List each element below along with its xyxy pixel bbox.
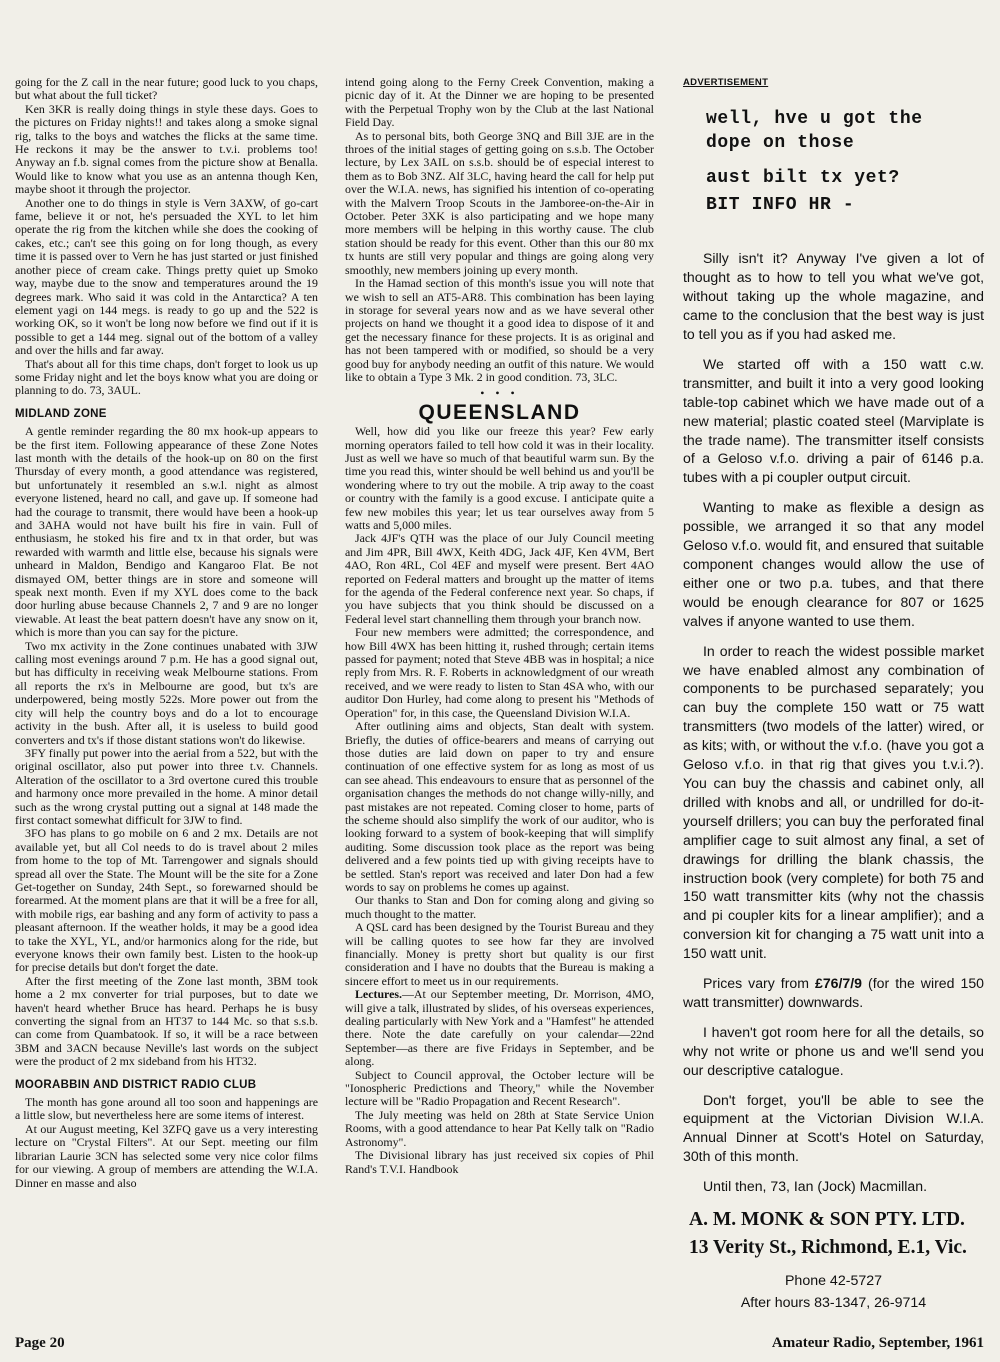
paragraph: A QSL card has been designed by the Tourist Bureau and they will be calling quotes to see how far they are involved financially. Money is pretty short but quality is our first consideration and I have no doubts that the Bureau is making a sincere effort to meet us in our requirements. — [345, 920, 654, 988]
lectures-lead: Lectures. — [355, 987, 402, 1002]
ad-paragraph-prices — [683, 974, 984, 1012]
paragraph: Ken 3KR is really doing things in style these days. Goes to the pictures on Friday nights!! and takes along a smoke signal rig, talks to the boys and watches the flicks at the same time. He reckons it may be the answer to t.v.i. problems too! Anyway an f.b. signal comes from the picture show at Benalla. Would like to know what you use as an antenna though Ken, maybe shoot it through the projector. — [15, 101, 318, 197]
paragraph: Well, how did you like our freeze this year? Few early morning operators failed to tell how cold it was in their locality. Just as well we have so much of that beautiful warm sun. By the time you read this, winter should be well behind us and you'll be wondering where to try out the mobile. A trip away to the coast or country with the family is a good excuse. I anticipate quite a few new mobiles this year; let us tear ourselves away from 5 watts and 5,000 miles. — [345, 424, 654, 532]
price-text-end: (for the wired 150 watt transmitter) downwards. — [683, 975, 984, 1010]
section-heading-moorabbin: MOORABBIN AND DISTRICT RADIO CLUB — [15, 1078, 257, 1091]
ad-paragraph: Silly isn't it? Anyway I've given a lot of thought as to how to tell you what we've got, without taking up the whole magazine, and came to the conclusion that the best way is just to tell you as if you had asked me. — [683, 250, 984, 343]
company-address: 13 Verity St., Richmond, E.1, Vic. — [689, 1237, 967, 1259]
paragraph: In the Hamad section of this month's issue you will note that we wish to sell an AT5-AR8. This combination has been laying in storage for several years now and as we have several other projects on hand we thought it a good idea to dispose of it and get the necessary finance for these projects. It is as original and has not been tampered with or modified, so should be a very good buy for anybody needing an outfit of this nature. We would like to obtain a Type 3 Mk. 2 in good condition. 73, 3LC. — [345, 276, 654, 384]
page-number: Page 20 — [15, 1335, 65, 1351]
paragraph: At our August meeting, Kel 3ZFQ gave us a very interesting lecture on "Crystal Filters". At our Sept. meeting our film librarian Laurie 3CN has selected some very nice color films for our viewing. A group of members are attending the W.I.A. Dinner en masse and also — [15, 1121, 318, 1190]
paragraph: Our thanks to Stan and Don for coming along and giving so much thought to the matter. — [345, 893, 654, 921]
section-heading-midland-zone: MIDLAND ZONE — [15, 407, 107, 420]
ad-paragraph: I haven't got room here for all the details, so why not write or phone us and we'll send you our descriptive catalogue. — [683, 1023, 984, 1078]
paragraph: intend going along to the Ferny Creek Convention, making a picnic day of it. At the Dinner we are hoping to be presented with the Perpetual Trophy won by the Club at the last National Field Day. — [345, 75, 654, 130]
column-middle — [345, 76, 654, 1176]
ad-paragraph: Wanting to make as flexible a design as possible, we arranged it so that any model Geloso v.f.o. would fit, and ensured that suitable component changes would allow the use of either one or two p.a. tubes, and that there would be enough clearance for 807 or 1625 valves if anyone wanted to use them. — [683, 499, 984, 629]
paragraph: The Divisional library has just received six copies of Phil Rand's T.V.I. Handbook — [345, 1148, 654, 1176]
company-after-hours: After hours 83-1347, 26-9714 — [740, 1295, 927, 1312]
ad-headline-line-2: dope on those — [706, 133, 855, 154]
column-left — [15, 76, 318, 1190]
paragraph: The July meeting was held on 28th at State Service Union Rooms, with a good attendance to hear Pat Kelly talk on "Radio Astronomy". — [345, 1107, 654, 1149]
magazine-issue: Amateur Radio, September, 1961 — [771, 1335, 984, 1351]
paragraph: 3FO has plans to go mobile on 6 and 2 mx. Details are not available yet, but all Col needs to do is travel about 2 miles from home to the top of Mt. Tarrengower and signals should spread all over the State. The Mount will be the site for a Zone Get-together on Sunday, 24th Sept., so forewarned should be forearmed. At the moment plans are that it will be a free for all, with mobile rigs, ear bashing and any form of activity to pass a pleasant afternoon. If the weather holds, it may be a good idea to take the XYL, YL, and/or harmonics along for the ride, but everyone knows their own family best. Listen to the hook-up for precise details but don't forget the date. — [15, 826, 318, 975]
paragraph: going for the Z call in the near future; good luck to you chaps, but what about the full ticket? — [15, 75, 318, 103]
ad-headline-line-3: aust bilt tx yet? — [706, 168, 900, 189]
ad-paragraph: In order to reach the widest possible market we have enabled almost any combination of components to be purchased separately; you can buy the complete 150 watt or 75 watt transmitters (two models of the latter) wired, or as kits; with, or without the v.f.o. (have you got a Geloso v.f.o. in that rig that gives you t.v.i.?). You can buy the chassis and cabinet only, all drilled with knobs and all, or undrilled for do-it-yourself drillers; you can buy the perforated final amplifier cage to suit almost any final, a set of drawings for drilling the blank chassis, the instruction book (very complete) for both 75 and 150 watt transmitter kits (why not the chassis and pi coupler kits for a linear amplifier); and a conversion kit for changing a 75 watt unit into a 150 watt unit. — [683, 642, 984, 962]
paragraph: A gentle reminder regarding the 80 mx hook-up appears to be the first item. Following appearance of these Zone Notes last month with the details of the hook-up on 80 on the first Thursday of every month, a good attendance was registered, but unfortunately it resembled an s.w.l. night as almost everyone listened, heard no call, and gave up. If someone had had the courage to transmit, there would have been a hook-up and 3AHA would not have built his fire in vain. Full of enthusiasm, he stoked his fire and tx in that order, but was rewarded with warmth and little else, because his signals were unheard in Maldon, Bendigo and Kangaroo Flat. Be not dismayed OM, better things are in store and someone will speak next month. Even if my XYL does come to the back door hurling abuse because Channels 2, 7 and 9 are no longer viewable. At least the beat pattern doesn't have any snow on it, which is more than you can say for the picture. — [15, 424, 318, 640]
price-text: Prices vary from — [703, 975, 815, 992]
paragraph: Two mx activity in the Zone continues unabated with 3JW calling most evenings around 7 p.m. He has a good signal out, but has difficulty in receiving weak Melbourne stations. From all reports the rx's in Melbourne are good, but tx's are underpowered, being mostly 522s. More power out from the city will help the country boys and do a lot to encourage activity in the bush. After all, it is useless to build good converters and tx's if those distant stations won't do likewise. — [15, 638, 318, 747]
paragraph: The month has gone around all too soon and happenings are a little slow, but nevertheless here are some items of interest. — [15, 1095, 318, 1123]
paragraph: Another one to do things in style is Vern 3AXW, of go-cart fame, believe it or not, he's persuaded the XYL to let him operate the rig from the kitchen while she does the cooking of cakes, etc.; can't see this going on for long though, as every time it is passed over to Vern he has just started or just finished another piece of cream cake. Things pretty quiet up Smoko way, maybe due to the snow and temperatures around the 19 degrees mark. Who said it was cold in the Antarctica? A ten element yagi on 144 megs. is ready to go up and the 522 is working OK, so it won't be long now before we find out if it is possible to get a 144 meg. signal out of the bottom of a valley and over the hills and far away. — [15, 195, 318, 358]
advertisement-label: ADVERTISEMENT — [683, 77, 769, 88]
ad-paragraph: We started off with a 150 watt c.w. transmitter, and built it into a very good looking table-top cabinet which we have made out of a new material; plastic coated steel (Marviplate is the trade name). The transmitter itself consists of a Geloso v.f.o. driving a pair of 6146 p.a. tubes with a pi coupler output circuit. — [683, 355, 984, 486]
section-heading-queensland: QUEENSLAND — [418, 400, 581, 424]
paragraph: As to personal bits, both George 3NQ and Bill 3JE are in the throes of the initial stages of getting going on s.s.b. The October lecture, by Lex 3AIL on s.s.b. should be of especial interest to them as to Bob 3NZ. Alf 3LC, having heard the call for help put over the W.I.A. news, has signified his intention of co-operating with the Malvern Troop Scouts in the Jamboree-on-the-Air in October. Peter 3XK is also participating and we hope many more members will be helping in this worthy cause. The club station should be ready for this event. Other than this our 80 mx tx hunts are still very popular and things are going along very smoothly, new members joining up every month. — [345, 128, 654, 277]
ad-paragraph: Don't forget, you'll be able to see the equipment at the Victorian Division W.I.A. Annual Dinner at Scott's Hotel on Saturday, 30th of this month. — [683, 1091, 984, 1165]
paragraph: Subject to Council approval, the October lecture will be "Ionospheric Predictions and Theory," while the November lecture will be "Radio Propagation and Recent Research". — [345, 1067, 654, 1109]
ad-headline-line-4: BIT INFO HR - — [706, 195, 855, 216]
company-phone: Phone 42-5727 — [784, 1273, 883, 1290]
paragraph: After outlining aims and objects, Stan dealt with system. Briefly, the duties of office-bearers and means of carrying out those duties are laid down on paper to try and ensure continuation of one effective system for as long as most of us can see ahead. This endeavours to ensure that as personnel of the organisation changes the methods do not change willy-nilly, and past mistakes are not repeated. Coming closer to home, parts of the scheme should also simplify the work of our auditor, who is looking forward to a system of book-keeping that will simplify auditing. Some discussion took place as the report was being delivered and a few points tied up with giving receipts have to be settled. Stan's report was received and later Don had a few words to say on problems he comes up against. — [345, 719, 654, 894]
company-name: A. M. MONK & SON PTY. LTD. — [689, 1209, 965, 1231]
paragraph: Four new members were admitted; the correspondence, and how Bill 4WX has been hitting it, rushed through; certain items passed for payment; noted that Steve 4BB was in hospital; a nice reply from Mrs. R. F. Roberts in acknowledgment of our wreath received, and we were ready to listen to Stan 4SA who, with our auditor Don Hurley, had come along to present his "Methods of Operation" for, in this case, the Queensland Division W.I.A. — [345, 625, 654, 720]
section-separator: • • • — [480, 386, 519, 401]
price-value: £76/7/9 — [815, 975, 863, 992]
paragraph: That's about all for this time chaps, don't forget to look us up some Friday night and let the boys know what you are doing or planning to do. 73, 3AUL. — [15, 356, 318, 398]
ad-headline-line-1: well, hve u got the — [706, 109, 923, 130]
ad-signoff: Until then, 73, Ian (Jock) Macmillan. — [703, 1178, 928, 1195]
lectures-text: —At our September meeting, Dr. Morrison, 4MO, will give a talk, illustrated by slides, of his overseas experiences, dealing particularly with New York and a "Hamfest" he attended there. Note the date carefully on your calendar—22nd September—as there are five Fridays in September, and be along. — [345, 987, 654, 1069]
paragraph: Jack 4JF's QTH was the place of our July Council meeting and Jim 4PR, Bill 4WX, Keith 4DG, Jack 4JF, Ken 4VM, Bert 4AO, Ron 4RL, Col 4EF and myself were present. Bert 4AO reported on Federal matters and brought up the matter of items for the agenda of the Federal conference next year. So chaps, if you have subjects that you think should be discussed on a Federal level start channelling them through your branch now. — [345, 531, 654, 626]
ad-body — [683, 249, 984, 1196]
paragraph — [345, 988, 654, 1068]
paragraph: 3FY finally put power into the aerial from a 522, but with the original oscillator, also put power into three t.v. Channels. Alteration of the oscillator to a 3rd overtone cured this trouble and harmony once more prevailed in the home. A minor detail such as the wrong crystal putting out a signal at 148 made the first contact somewhat difficult for 3JW to find. — [15, 745, 318, 827]
paragraph: After the first meeting of the Zone last month, 3BM took home a 2 mx converter for trial purposes, but to date we haven't heard whether Bruce has heard. Perhaps he is busy converting the signal from an HT37 to 144 Mc. so that s.s.b. can come from Quambatook. If so, it will be a race between 3BM and 3ACN because Neville's last words on the subject were the product of 2 mx sideband from his HT32. — [15, 973, 318, 1069]
advertisement — [683, 76, 984, 1313]
